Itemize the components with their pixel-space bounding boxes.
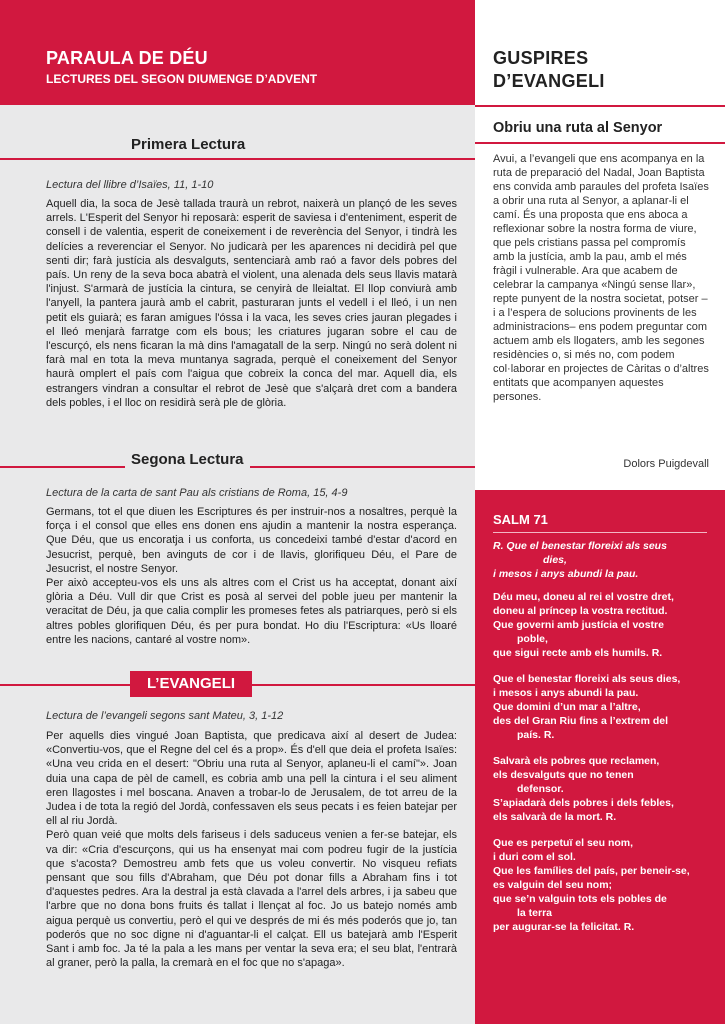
psalm-line: els salvarà de la mort. R. <box>493 811 617 823</box>
gospel-reference: Lectura de l’evangeli segons sant Mateu, 3, 1-12 <box>46 710 284 722</box>
reflection-text: Avui, a l’evangeli que ens acompanya en la ruta de preparació del Nadal, Joan Baptista ens convida amb paraules del profeta Isaïes a obrir una ruta al Senyor, a aplanar-li el camí. És una proposta que ens aboca a reflexionar sobre la nostra forma de viure, que pels cristians passa pel compromís amb la justícia, amb la pau, amb el més fràgil i vulnerable. Ara que acabem de celebrar la campanya «Ningú sense llar», repte punyent de la nostra societat, potser –i a l’espera de solucions provinents de les administracions– ens podem preguntar com actuem amb els llogaters, amb les segones residències o, si més no, com podem col·laborar en projectes de Càritas o d’altres entitats que acompanyen aquestes persones. <box>493 153 709 403</box>
page-subtitle: LECTURES DEL SEGON DIUMENGE D’ADVENT <box>46 72 318 86</box>
psalm-response-line: dies, <box>543 554 567 566</box>
right-header <box>475 0 725 107</box>
psalm-rule <box>493 532 707 533</box>
reading2-heading: Segona Lectura <box>125 451 250 468</box>
psalm-stanza-3 <box>493 754 713 824</box>
psalm-line: que sigui recte amb els humils. R. <box>493 647 663 659</box>
section-rule <box>0 158 475 160</box>
psalm-line: i mesos i anys abundi la pau. <box>493 687 639 699</box>
psalm-line: país. R. <box>517 729 555 741</box>
header-banner <box>0 0 475 105</box>
reading1-heading: Primera Lectura <box>125 136 251 153</box>
psalm-line: Que les famílies del país, per beneir-se, <box>493 865 690 877</box>
psalm-line: els desvalguts que no tenen <box>493 769 634 781</box>
reading2-text <box>46 505 457 647</box>
reading2-paragraph-2: Per això accepteu-vos els uns als altres com el Crist us ha acceptat, donant així glòria a Déu. Vull dir que Crist es posà al servei del poble jueu per mantenir la veracitat de Déu, ja que calia complir les promeses fetes als patriarques, però si els altres pobles glorifiquen Déu, és per pura bondat. Ho diu l'Escriptura: «Us lloaré entre les nacions, cantaré al vostre nom». <box>46 577 457 646</box>
psalm-line: i duri com el sol. <box>493 851 576 863</box>
reflection-rule <box>475 142 725 144</box>
psalm-stanza-4 <box>493 836 713 934</box>
right-title-line1: GUSPIRES <box>493 48 589 68</box>
psalm-title: SALM 71 <box>493 512 548 527</box>
psalm-line: poble, <box>517 633 548 645</box>
psalm-line: S’apiadarà dels pobres i dels febles, <box>493 797 674 809</box>
psalm-response <box>493 539 713 581</box>
psalm-line: des del Gran Riu fins a l’extrem del <box>493 715 669 727</box>
right-header-title <box>493 47 605 93</box>
psalm-stanza-2 <box>493 672 713 742</box>
psalm-panel <box>475 490 725 1024</box>
psalm-line: que se’n valguin tots els pobles de <box>493 893 667 905</box>
reflection-author: Dolors Puigdevall <box>623 458 709 470</box>
psalm-response-line: R. Que el benestar floreixi als seus <box>493 540 667 552</box>
gospel-paragraph-1: Per aquells dies vingué Joan Baptista, que predicava així al desert de Judea: «Convertiu-vos, que el Regne del cel és a prop». És d'ell que deia el profeta Isaïes: «Una veu crida en el desert: "Obriu una ruta al Senyor, aplaneu-li el camí"». Joan duia una capa de pèl de camell, es cobria amb una pell la cintura i el seu aliment eren llagostes i mel boscana. Anaven a trobar-lo de Jerusalem, de tot arreu de la Judea i de tota la regió del Jordà, confessaven els seus pecats i es feien batejar per ell al riu Jordà. <box>46 730 457 828</box>
reading1-text <box>46 197 457 410</box>
psalm-line: doneu al príncep la vostra rectitud. <box>493 605 668 617</box>
psalm-line: es valguin del seu nom; <box>493 879 613 891</box>
psalm-stanza-1 <box>493 590 713 660</box>
psalm-line: Déu meu, doneu al rei el vostre dret, <box>493 591 674 603</box>
psalm-line: Que domini d’un mar a l’altre, <box>493 701 641 713</box>
psalm-line: defensor. <box>517 783 564 795</box>
reading2-reference: Lectura de la carta de sant Pau als cristians de Roma, 15, 4-9 <box>46 487 348 499</box>
psalm-line: Que governi amb justícia el vostre <box>493 619 664 631</box>
psalm-line: Que el benestar floreixi als seus dies, <box>493 673 681 685</box>
psalm-line: Salvarà els pobres que reclamen, <box>493 755 660 767</box>
gospel-paragraph-2: Però quan veié que molts dels fariseus i dels saduceus venien a fer-se batejar, els va dir: «Cria d'escurçons, qui us ha ensenyat mai com podreu fugir de la justícia que s'acosta? Demostreu amb fets que us voleu convertir. No visqueu refiats pensant que sou fills d'Abraham, que Déu pot donar fills a Abraham fins i tot d'aquestes pedres. Ara la destral ja està clavada a l'arrel dels arbres, i ja sabeu que l'arbre que no dona bons fruits és tallat i llençat al foc. Jo us batejo només amb aigua perquè us convertiu, però el qui ve després de mi és més poderós que jo, tan poderós que no soc digne ni d'aguantar-li el calçat. Ell us batejarà amb l'Esperit Sant i amb foc. Ja té la pala a les mans per ventar la seva era; el seu blat, l'entrarà al graner, però la palla, la cremarà en el foc que no s'apaga». <box>46 829 457 970</box>
psalm-line: per augurar-se la felicitat. R. <box>493 921 635 933</box>
reading1-paragraph: Aquell dia, la soca de Jesè tallada traurà un rebrot, naixerà un plançó de les seves arrels. L'Esperit del Senyor hi reposarà: esperit de saviesa i d'enteniment, esperit de consell i de valentia, esperit de coneixement i de reverència del Senyor, i tindrà les delícies a reverenciar el Senyor. No judicarà per les aparences ni decidirà pel que senti dir; farà justícia als desvalguts, sentenciarà amb raó a favor dels pobres del país. Un reny de la seva boca abatrà el violent, una alenada dels seus llavis matarà l'injust. S'armarà de justícia la cintura, se cenyirà de lleialtat. El llop conviurà amb l'anyell, la pantera jaurà amb el cabrit, pasturaran junts el vedell i el lleó, i un nen petit els guiarà; es faran amigues l'óssa i la vaca, les seves cries jauran plegades i el lleó menjarà farratge com els bous; les criatures jugaran sobre el cau de l'escurçó, els nens ficaran la mà dins l'amagatall de la serp. Ningú no serà dolent ni farà mal en tota la meva muntanya sagrada, perquè el coneixement del Senyor haurà omplert el país com l'aigua que cobreix la conca del mar. Aquell dia, els estrangers vindran a consultar el rebrot de Jesè que s'alçarà dret com a bandera dels pobles, i el lloc on residirà serà ple de glòria. <box>46 198 457 409</box>
psalm-line: Que es perpetuï el seu nom, <box>493 837 634 849</box>
psalm-line: la terra <box>517 907 553 919</box>
reflection-title: Obriu una ruta al Senyor <box>493 120 663 136</box>
gospel-text <box>46 729 457 970</box>
reading2-paragraph-1: Germans, tot el que diuen les Escriptures és per instruir-nos a nosaltres, perquè la força i el consol que elles ens donen ens ajudin a mantenir la nostra esperança. Que Déu, que us encoratja i us conforta, us concedeixi també d'estar d'acord en Jesucrist, perquè, ben avinguts de cor i de llavis, glorifiqueu Déu, el Pare de Jesucrist, el nostre Senyor. <box>46 506 457 575</box>
psalm-response-line: i mesos i anys abundi la pau. <box>493 568 639 580</box>
right-title-line2: D’EVANGELI <box>493 71 605 91</box>
reading1-reference: Lectura del llibre d’Isaïes, 11, 1-10 <box>46 179 214 191</box>
gospel-heading: L’EVANGELI <box>130 671 252 697</box>
page-title: PARAULA DE DÉU <box>46 48 208 68</box>
